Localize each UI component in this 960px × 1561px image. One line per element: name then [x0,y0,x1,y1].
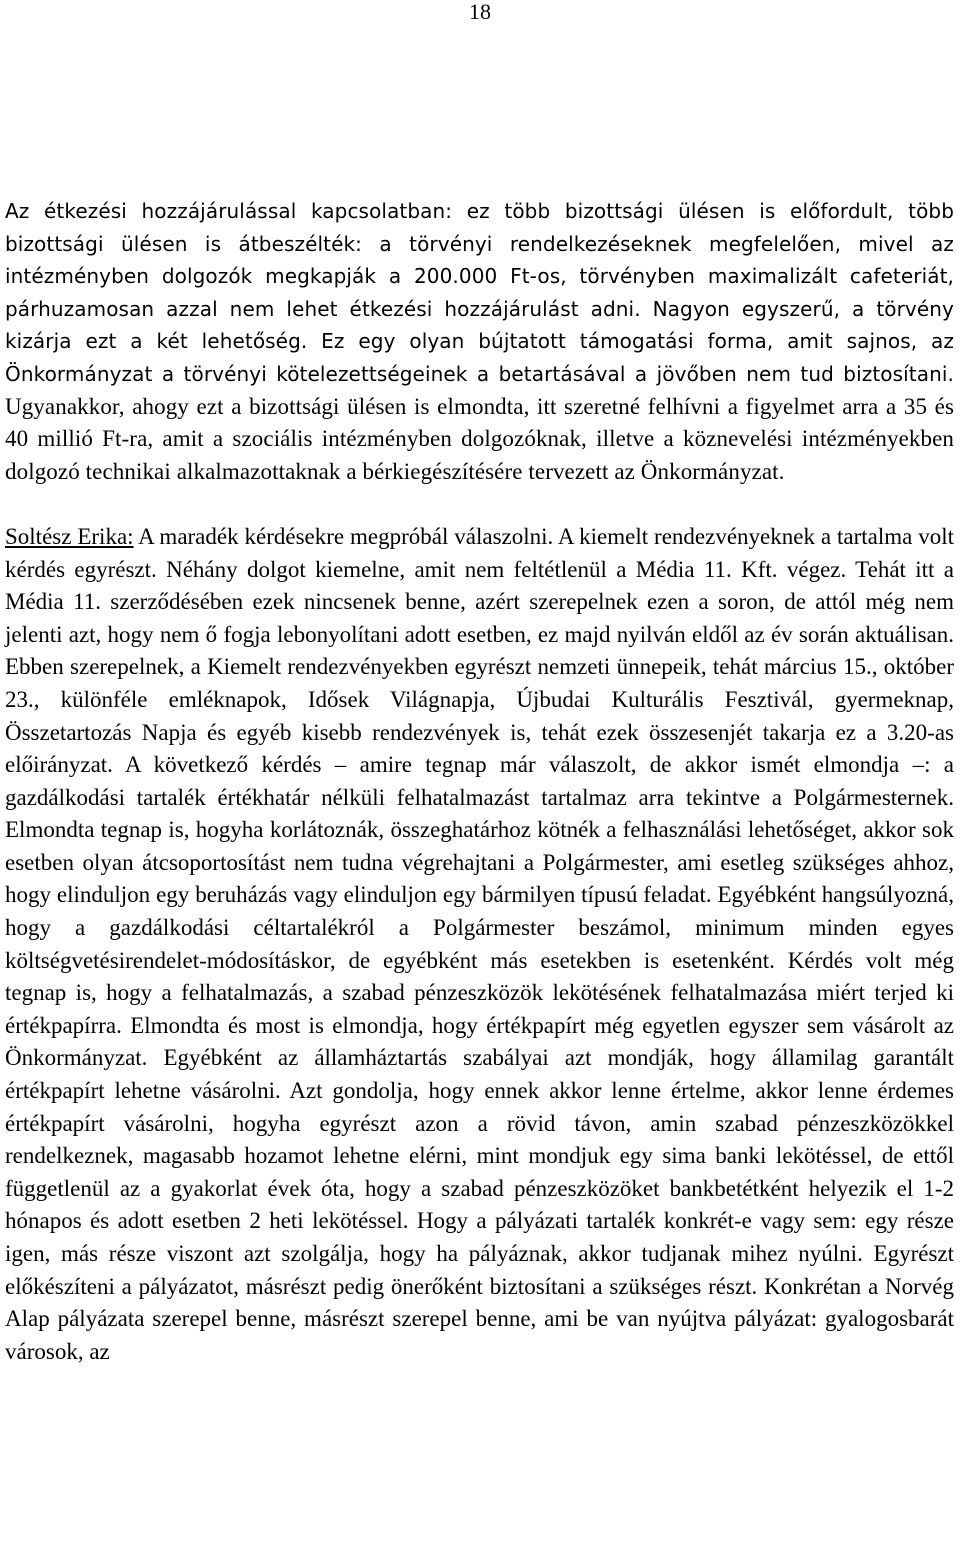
speaker-text: A maradék kérdésekre megpróbál válaszolni. A kiemelt rendezvényeknek a tartalma volt kérdés egyrészt. Néhány dolgot kiemelne, amit nem feltétlenül a Média 11. Kft. végez. Tehát itt a Média 11. szerződésében ezek nincsenek benne, azért szerepelnek ezen a soron, de attól még nem jelenti azt, hogy nem ő fogja lebonyolítani adott esetben, ez majd nyilván eldől az év során aktuálisan. Ebben szerepelnek, a Kiemelt rendezvényekben egyrészt nemzeti ünnepeik, tehát március 15., október 23., különféle emléknapok, Idősek Világnapja, Újbudai Kulturális Fesztivál, gyermeknap, Összetartozás Napja és egyéb kisebb rendezvények is, tehát ezek összesenjét takarja ez a 3.20-as előirányzat. A következő kérdés – amire tegnap már válaszolt, de akkor ismét elmondja –: a gazdálkodási tartalék értékhatár nélküli felhatalmazást tartalmaz arra tekintve a Polgármesternek. Elmondta tegnap is, hogyha korlátoznák, összeghatárhoz kötnék a felhasználási lehetőséget, akkor sok esetben olyan átcsoportosítást nem tudna végrehajtani a Polgármester, ami esetleg szükséges ahhoz, hogy elinduljon egy beruházás vagy elinduljon egy bármilyen típusú feladat. Egyébként hangsúlyozná, hogy a gazdálkodási céltartalékról a Polgármester beszámol, minimum minden egyes költségvetésirendelet-módosításkor, de egyébként más esetekben is esetenként. Kérdés volt még tegnap is, hogy a felhatalmazás, a szabad pénzeszközök lekötésének felhatalmazása miért terjed ki értékpapírra. Elmondta és most is elmondja, hogy értékpapírt még egyetlen egyszer sem vásárolt az Önkormányzat. Egyébként az államháztartás szabályai azt mondják, hogy államilag garantált értékpapírt lehetne vásárolni. Azt gondolja, hogy ennek akkor lenne értelme, akkor lenne érdemes értékpapírt vásárolni, hogyha egyrészt azon a rövid távon, amin szabad pénzeszközökkel rendelkeznek, magasabb hozamot lehetne elérni, mint mondjuk egy sima banki lekötéssel, de ettől függetlenül az a gyakorlat évek óta, hogy a szabad pénzeszközöket bankbetétként helyezik el 1-2 hónapos és adott esetben 2 heti lekötéssel. Hogy a pályázati tartalék konkrét-e vagy sem: egy része igen, más része viszont azt szolgálja, hogy ha pályáznak, akkor tudjanak mihez nyúlni. Egyrészt előkészíteni a pályázatot, másrészt pedig önerőként biztosítani a szükséges részt. Konkrétan a Norvég Alap pályázata szerepel benne, másrészt szerepel benne, ami be van nyújtva pályázat: gyalogosbarát városok, az [5,523,954,1364]
page-number: 18 [469,0,491,24]
paragraph-serif-text: Ugyanakkor, ahogy ezt a bizottsági ülésen is elmondta, itt szeretné felhívni a figyelmet arra a 35 és 40 millió Ft-ra, amit a szociális intézményben dolgozóknak, illetve a köznevelési intézményekben dolgozó technikai alkalmazottaknak a bérkiegészítésére tervezett az Önkormányzat. [5,393,954,484]
paragraph-meal-allowance [5,195,954,488]
document-body [5,195,954,1368]
speaker-name: Soltész Erika: [5,523,134,549]
paragraph-sans-text: Az étkezési hozzájárulással kapcsolatban: ez több bizottsági ülésen is előfordult, több bizottsági ülésen is átbeszélték: a törvényi rendelkezéseknek megfelelően, mivel az intézményben dolgozók megkapják a 200.000 Ft-os, törvényben maximalizált cafeteriát, párhuzamosan azzal nem lehet étkezési hozzájárulást adni. Nagyon egyszerű, a törvény kizárja ezt a két lehetőség. Ez egy olyan bújtatott támogatási forma, amit sajnos, az Önkormányzat a törvényi kötelezettségeinek a betartásával a jövőben nem tud biztosítani. [5,199,954,386]
paragraph-speaker-remarks [5,521,954,1368]
